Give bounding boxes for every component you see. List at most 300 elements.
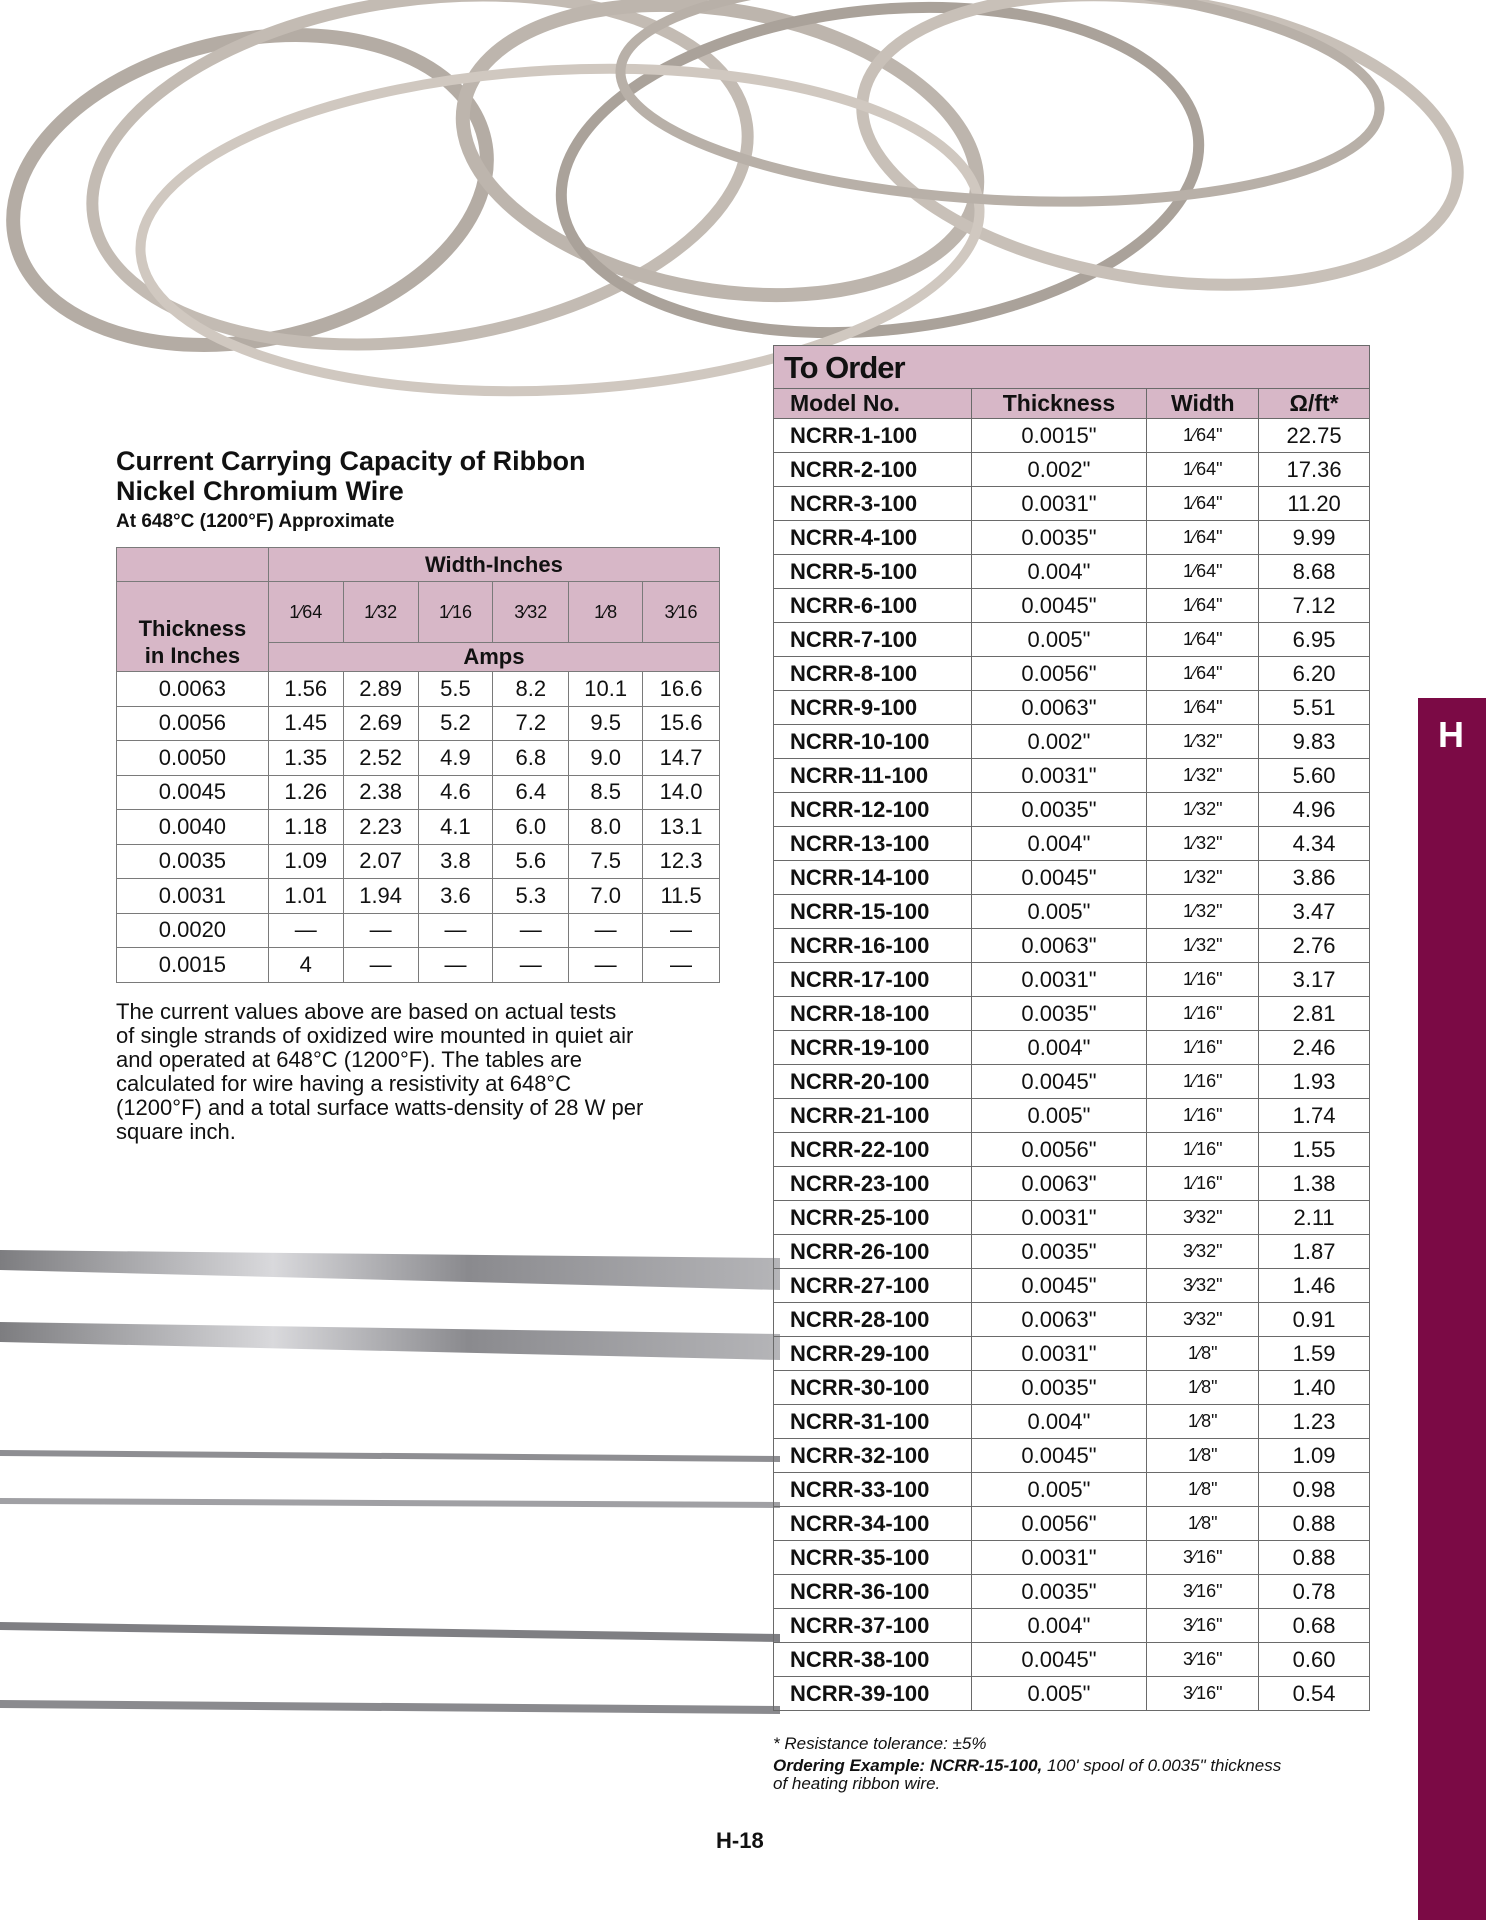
- amps-cell: —: [418, 913, 493, 948]
- width-cell: 1⁄64": [1147, 453, 1259, 487]
- amps-cell: 6.4: [493, 775, 569, 810]
- section-side-tab: [1418, 698, 1486, 1920]
- amps-cell: 2.69: [343, 706, 418, 741]
- amps-cell: 1.01: [268, 879, 343, 914]
- ohms-per-ft-cell: 17.36: [1259, 453, 1370, 487]
- width-cell: 1⁄64": [1147, 657, 1259, 691]
- width-cell: 1⁄8": [1147, 1371, 1259, 1405]
- capacity-row: [117, 672, 720, 707]
- width-cell: 1⁄32": [1147, 725, 1259, 759]
- capacity-row: [117, 879, 720, 914]
- amps-cell: 5.6: [493, 844, 569, 879]
- capacity-row: [117, 844, 720, 879]
- ohms-per-ft-cell: 5.51: [1259, 691, 1370, 725]
- thickness-cell: 0.0031": [971, 1201, 1147, 1235]
- model-no-cell: NCRR-2-100: [774, 453, 972, 487]
- model-no-cell: NCRR-33-100: [774, 1473, 972, 1507]
- model-no-cell: NCRR-16-100: [774, 929, 972, 963]
- model-no-cell: NCRR-36-100: [774, 1575, 972, 1609]
- model-no-cell: NCRR-28-100: [774, 1303, 972, 1337]
- note-line: and operated at 648°C (1200°F). The tables are: [116, 1047, 583, 1072]
- order-table-body: [774, 419, 1370, 1711]
- width-cell: 1⁄32": [1147, 895, 1259, 929]
- note-line: square inch.: [116, 1119, 236, 1144]
- amps-cell: 4.9: [418, 741, 493, 776]
- model-no-cell: NCRR-9-100: [774, 691, 972, 725]
- order-row: [774, 1439, 1370, 1473]
- amps-cell: —: [643, 913, 720, 948]
- thickness-cell: 0.0031: [117, 879, 269, 914]
- thickness-cell: 0.0040: [117, 810, 269, 845]
- width-cell: 1⁄64": [1147, 555, 1259, 589]
- order-row: [774, 1269, 1370, 1303]
- ohms-per-ft-cell: 3.17: [1259, 963, 1370, 997]
- width-cell: 3⁄32": [1147, 1303, 1259, 1337]
- width-cell: 1⁄8": [1147, 1473, 1259, 1507]
- thickness-cell: 0.0050: [117, 741, 269, 776]
- order-row: [774, 1133, 1370, 1167]
- width-cell: 1⁄16": [1147, 1099, 1259, 1133]
- thickness-cell: 0.002": [971, 725, 1147, 759]
- to-order-section: [773, 345, 1370, 1711]
- amps-header: Amps: [268, 643, 719, 672]
- thickness-cell: 0.0015: [117, 948, 269, 983]
- thickness-cell: 0.005": [971, 1099, 1147, 1133]
- order-row: [774, 1541, 1370, 1575]
- ohms-per-ft-cell: 4.96: [1259, 793, 1370, 827]
- order-row: [774, 861, 1370, 895]
- model-no-cell: NCRR-14-100: [774, 861, 972, 895]
- page-number: H-18: [716, 1828, 764, 1853]
- model-no-cell: NCRR-3-100: [774, 487, 972, 521]
- amps-cell: 4.6: [418, 775, 493, 810]
- amps-cell: 7.5: [569, 844, 643, 879]
- model-no-cell: NCRR-19-100: [774, 1031, 972, 1065]
- amps-cell: 2.23: [343, 810, 418, 845]
- ohms-per-ft-cell: 1.93: [1259, 1065, 1370, 1099]
- order-row: [774, 895, 1370, 929]
- width-col-header: 1⁄16: [418, 582, 493, 643]
- width-col-header: 3⁄32: [493, 582, 569, 643]
- model-no-cell: NCRR-23-100: [774, 1167, 972, 1201]
- thickness-cell: 0.0045": [971, 1439, 1147, 1473]
- amps-cell: 13.1: [643, 810, 720, 845]
- width-cell: 1⁄8": [1147, 1337, 1259, 1371]
- model-no-cell: NCRR-38-100: [774, 1643, 972, 1677]
- ohms-per-ft-cell: 6.20: [1259, 657, 1370, 691]
- order-footnotes: [773, 1735, 1393, 1793]
- width-cell: 1⁄16": [1147, 963, 1259, 997]
- ribbon-strips-photo: [0, 1230, 780, 1750]
- model-no-cell: NCRR-29-100: [774, 1337, 972, 1371]
- order-row: [774, 793, 1370, 827]
- capacity-title-line2: Nickel Chromium Wire: [116, 476, 404, 506]
- order-row: [774, 1643, 1370, 1677]
- width-cell: 3⁄16": [1147, 1609, 1259, 1643]
- width-cell: 1⁄64": [1147, 487, 1259, 521]
- order-row: [774, 1405, 1370, 1439]
- ohms-per-ft-cell: 0.60: [1259, 1643, 1370, 1677]
- ohms-per-ft-cell: 0.54: [1259, 1677, 1370, 1711]
- amps-cell: —: [643, 948, 720, 983]
- amps-cell: 5.5: [418, 672, 493, 707]
- ohms-per-ft-cell: 2.76: [1259, 929, 1370, 963]
- model-no-cell: NCRR-13-100: [774, 827, 972, 861]
- amps-cell: 8.0: [569, 810, 643, 845]
- amps-cell: 16.6: [643, 672, 720, 707]
- model-no-cell: NCRR-30-100: [774, 1371, 972, 1405]
- amps-cell: 12.3: [643, 844, 720, 879]
- thickness-cell: 0.0035": [971, 793, 1147, 827]
- thickness-cell: 0.0063: [117, 672, 269, 707]
- thickness-cell: 0.0031": [971, 1541, 1147, 1575]
- thickness-cell: 0.0031": [971, 1337, 1147, 1371]
- amps-cell: 8.5: [569, 775, 643, 810]
- capacity-subtitle: At 648°C (1200°F) Approximate: [116, 511, 395, 532]
- capacity-row: [117, 741, 720, 776]
- width-cell: 1⁄8": [1147, 1405, 1259, 1439]
- ohms-per-ft-cell: 7.12: [1259, 589, 1370, 623]
- thickness-cell: 0.0035": [971, 1235, 1147, 1269]
- amps-cell: 4: [268, 948, 343, 983]
- ohms-per-ft-cell: 0.91: [1259, 1303, 1370, 1337]
- width-cell: 1⁄64": [1147, 589, 1259, 623]
- ohms-per-ft-cell: 1.59: [1259, 1337, 1370, 1371]
- order-row: [774, 1235, 1370, 1269]
- thickness-cell: 0.0035": [971, 997, 1147, 1031]
- amps-cell: —: [493, 948, 569, 983]
- width-cell: 1⁄32": [1147, 793, 1259, 827]
- ohms-per-ft-cell: 5.60: [1259, 759, 1370, 793]
- width-cell: 3⁄16": [1147, 1677, 1259, 1711]
- ohms-per-ft-header: Ω/ft*: [1259, 389, 1370, 419]
- capacity-title: [116, 446, 716, 506]
- amps-cell: 8.2: [493, 672, 569, 707]
- thickness-cell: 0.0035": [971, 1575, 1147, 1609]
- order-row: [774, 1201, 1370, 1235]
- thickness-cell: 0.0063": [971, 1167, 1147, 1201]
- amps-cell: —: [343, 948, 418, 983]
- thickness-cell: 0.004": [971, 1609, 1147, 1643]
- width-cell: 3⁄16": [1147, 1575, 1259, 1609]
- width-col-header: 1⁄8: [569, 582, 643, 643]
- ohms-per-ft-cell: 3.47: [1259, 895, 1370, 929]
- capacity-row: [117, 706, 720, 741]
- width-cell: 1⁄32": [1147, 929, 1259, 963]
- model-no-cell: NCRR-27-100: [774, 1269, 972, 1303]
- thickness-cell: 0.0031": [971, 963, 1147, 997]
- order-row: [774, 1099, 1370, 1133]
- ohms-per-ft-cell: 0.78: [1259, 1575, 1370, 1609]
- thickness-header: [117, 582, 269, 672]
- width-cell: 1⁄32": [1147, 861, 1259, 895]
- amps-cell: —: [569, 913, 643, 948]
- to-order-title: To Order: [773, 345, 1370, 388]
- amps-cell: 1.35: [268, 741, 343, 776]
- order-row: [774, 759, 1370, 793]
- thickness-cell: 0.005": [971, 1473, 1147, 1507]
- thickness-cell: 0.0056": [971, 657, 1147, 691]
- ohms-per-ft-cell: 2.46: [1259, 1031, 1370, 1065]
- width-cell: 1⁄8": [1147, 1507, 1259, 1541]
- ohms-per-ft-cell: 1.87: [1259, 1235, 1370, 1269]
- capacity-note: [116, 1000, 716, 1144]
- amps-cell: 11.5: [643, 879, 720, 914]
- ohms-per-ft-cell: 8.68: [1259, 555, 1370, 589]
- thickness-cell: 0.0035: [117, 844, 269, 879]
- amps-cell: 7.0: [569, 879, 643, 914]
- capacity-row: [117, 948, 720, 983]
- capacity-title-line1: Current Carrying Capacity of Ribbon: [116, 446, 586, 476]
- thickness-header-line1: Thickness: [138, 615, 247, 641]
- order-row: [774, 487, 1370, 521]
- order-row: [774, 521, 1370, 555]
- thickness-cell: 0.005": [971, 1677, 1147, 1711]
- model-no-cell: NCRR-7-100: [774, 623, 972, 657]
- capacity-row: [117, 913, 720, 948]
- amps-cell: 1.94: [343, 879, 418, 914]
- width-col-header: 3⁄16: [643, 582, 720, 643]
- width-cell: 1⁄16": [1147, 1031, 1259, 1065]
- amps-cell: 4.1: [418, 810, 493, 845]
- width-cell: 1⁄64": [1147, 623, 1259, 657]
- model-no-cell: NCRR-22-100: [774, 1133, 972, 1167]
- width-cell: 3⁄32": [1147, 1269, 1259, 1303]
- amps-cell: 7.2: [493, 706, 569, 741]
- order-row: [774, 1167, 1370, 1201]
- thickness-cell: 0.0063": [971, 1303, 1147, 1337]
- ohms-per-ft-cell: 1.40: [1259, 1371, 1370, 1405]
- width-col-header: Width: [1147, 389, 1259, 419]
- thickness-cell: 0.0056": [971, 1507, 1147, 1541]
- amps-cell: 5.2: [418, 706, 493, 741]
- model-no-cell: NCRR-26-100: [774, 1235, 972, 1269]
- capacity-row: [117, 775, 720, 810]
- ohms-per-ft-cell: 6.95: [1259, 623, 1370, 657]
- width-cell: 1⁄16": [1147, 1167, 1259, 1201]
- order-row: [774, 1575, 1370, 1609]
- ohms-per-ft-cell: 3.86: [1259, 861, 1370, 895]
- note-line: (1200°F) and a total surface watts-density of 28 W per: [116, 1095, 644, 1120]
- amps-cell: 3.8: [418, 844, 493, 879]
- width-cell: 1⁄64": [1147, 419, 1259, 453]
- thickness-cell: 0.0045": [971, 1269, 1147, 1303]
- amps-cell: 5.3: [493, 879, 569, 914]
- thickness-col-header: Thickness: [971, 389, 1147, 419]
- width-cell: 1⁄64": [1147, 521, 1259, 555]
- note-line: The current values above are based on actual tests: [116, 999, 617, 1024]
- order-row: [774, 725, 1370, 759]
- model-no-cell: NCRR-12-100: [774, 793, 972, 827]
- ohms-per-ft-cell: 2.81: [1259, 997, 1370, 1031]
- amps-cell: —: [268, 913, 343, 948]
- thickness-cell: 0.0035": [971, 521, 1147, 555]
- order-row: [774, 1609, 1370, 1643]
- model-no-cell: NCRR-21-100: [774, 1099, 972, 1133]
- note-line: of single strands of oxidized wire mounted in quiet air: [116, 1023, 634, 1048]
- ohms-per-ft-cell: 1.09: [1259, 1439, 1370, 1473]
- width-cell: 1⁄16": [1147, 1065, 1259, 1099]
- width-cell: 1⁄64": [1147, 691, 1259, 725]
- model-no-cell: NCRR-32-100: [774, 1439, 972, 1473]
- order-row: [774, 1303, 1370, 1337]
- amps-cell: 1.56: [268, 672, 343, 707]
- blank-header: [117, 548, 269, 582]
- ordering-example-text: 100' spool of 0.0035" thickness: [1042, 1756, 1282, 1775]
- model-no-cell: NCRR-5-100: [774, 555, 972, 589]
- width-cell: 1⁄16": [1147, 1133, 1259, 1167]
- amps-cell: 2.07: [343, 844, 418, 879]
- model-no-header: Model No.: [774, 389, 972, 419]
- order-row: [774, 1371, 1370, 1405]
- thickness-cell: 0.004": [971, 1405, 1147, 1439]
- amps-cell: 3.6: [418, 879, 493, 914]
- order-row: [774, 589, 1370, 623]
- ohms-per-ft-cell: 0.88: [1259, 1507, 1370, 1541]
- thickness-cell: 0.004": [971, 1031, 1147, 1065]
- model-no-cell: NCRR-15-100: [774, 895, 972, 929]
- amps-cell: 1.45: [268, 706, 343, 741]
- thickness-cell: 0.0031": [971, 487, 1147, 521]
- thickness-cell: 0.005": [971, 895, 1147, 929]
- model-no-cell: NCRR-25-100: [774, 1201, 972, 1235]
- amps-cell: 15.6: [643, 706, 720, 741]
- order-row: [774, 623, 1370, 657]
- width-cell: 1⁄8": [1147, 1439, 1259, 1473]
- thickness-cell: 0.0020: [117, 913, 269, 948]
- order-row: [774, 1337, 1370, 1371]
- amps-cell: 14.7: [643, 741, 720, 776]
- amps-cell: 9.5: [569, 706, 643, 741]
- width-cell: 3⁄16": [1147, 1643, 1259, 1677]
- ordering-example-text2: of heating ribbon wire.: [773, 1774, 941, 1793]
- order-row: [774, 657, 1370, 691]
- ohms-per-ft-cell: 1.74: [1259, 1099, 1370, 1133]
- order-row: [774, 963, 1370, 997]
- thickness-cell: 0.0031": [971, 759, 1147, 793]
- ohms-per-ft-cell: 11.20: [1259, 487, 1370, 521]
- model-no-cell: NCRR-4-100: [774, 521, 972, 555]
- width-cell: 3⁄32": [1147, 1201, 1259, 1235]
- ohms-per-ft-cell: 0.98: [1259, 1473, 1370, 1507]
- order-row: [774, 419, 1370, 453]
- ohms-per-ft-cell: 1.55: [1259, 1133, 1370, 1167]
- capacity-table: [116, 547, 720, 983]
- ohms-per-ft-cell: 1.23: [1259, 1405, 1370, 1439]
- capacity-row: [117, 810, 720, 845]
- model-no-cell: NCRR-6-100: [774, 589, 972, 623]
- model-no-cell: NCRR-31-100: [774, 1405, 972, 1439]
- model-no-cell: NCRR-35-100: [774, 1541, 972, 1575]
- thickness-cell: 0.005": [971, 623, 1147, 657]
- ohms-per-ft-cell: 9.83: [1259, 725, 1370, 759]
- order-row: [774, 453, 1370, 487]
- model-no-cell: NCRR-20-100: [774, 1065, 972, 1099]
- order-row: [774, 1065, 1370, 1099]
- model-no-cell: NCRR-18-100: [774, 997, 972, 1031]
- order-row: [774, 1473, 1370, 1507]
- section-tab-letter: H: [1438, 714, 1464, 755]
- thickness-cell: 0.0045": [971, 1065, 1147, 1099]
- thickness-cell: 0.002": [971, 453, 1147, 487]
- ohms-per-ft-cell: 2.11: [1259, 1201, 1370, 1235]
- amps-cell: 2.52: [343, 741, 418, 776]
- amps-cell: 10.1: [569, 672, 643, 707]
- order-row: [774, 1677, 1370, 1711]
- ohms-per-ft-cell: 9.99: [1259, 521, 1370, 555]
- ohms-per-ft-cell: 1.46: [1259, 1269, 1370, 1303]
- thickness-cell: 0.0015": [971, 419, 1147, 453]
- amps-cell: 1.09: [268, 844, 343, 879]
- thickness-cell: 0.004": [971, 827, 1147, 861]
- order-table: [773, 388, 1370, 1711]
- order-row: [774, 997, 1370, 1031]
- width-cell: 3⁄32": [1147, 1235, 1259, 1269]
- thickness-cell: 0.004": [971, 555, 1147, 589]
- thickness-cell: 0.0063": [971, 691, 1147, 725]
- ohms-per-ft-cell: 4.34: [1259, 827, 1370, 861]
- ohms-per-ft-cell: 0.68: [1259, 1609, 1370, 1643]
- amps-cell: 9.0: [569, 741, 643, 776]
- order-row: [774, 555, 1370, 589]
- amps-cell: —: [493, 913, 569, 948]
- capacity-table-body: [117, 672, 720, 983]
- amps-cell: 14.0: [643, 775, 720, 810]
- model-no-cell: NCRR-11-100: [774, 759, 972, 793]
- model-no-cell: NCRR-37-100: [774, 1609, 972, 1643]
- thickness-cell: 0.0045": [971, 861, 1147, 895]
- width-cell: 1⁄32": [1147, 827, 1259, 861]
- width-col-header: 1⁄64: [268, 582, 343, 643]
- amps-cell: 1.18: [268, 810, 343, 845]
- ohms-per-ft-cell: 0.88: [1259, 1541, 1370, 1575]
- width-col-header: 1⁄32: [343, 582, 418, 643]
- amps-cell: —: [418, 948, 493, 983]
- model-no-cell: NCRR-34-100: [774, 1507, 972, 1541]
- thickness-cell: 0.0056: [117, 706, 269, 741]
- ohms-per-ft-cell: 22.75: [1259, 419, 1370, 453]
- width-inches-header: Width-Inches: [268, 548, 719, 582]
- amps-cell: 6.0: [493, 810, 569, 845]
- amps-cell: 6.8: [493, 741, 569, 776]
- resistance-footnote: * Resistance tolerance: ±5%: [773, 1734, 987, 1753]
- width-cell: 1⁄32": [1147, 759, 1259, 793]
- model-no-cell: NCRR-39-100: [774, 1677, 972, 1711]
- amps-cell: 2.38: [343, 775, 418, 810]
- thickness-cell: 0.0035": [971, 1371, 1147, 1405]
- model-no-cell: NCRR-1-100: [774, 419, 972, 453]
- ordering-example: [773, 1757, 1393, 1775]
- thickness-cell: 0.0045": [971, 1643, 1147, 1677]
- order-row: [774, 827, 1370, 861]
- thickness-cell: 0.0063": [971, 929, 1147, 963]
- width-cell: 1⁄16": [1147, 997, 1259, 1031]
- order-row: [774, 691, 1370, 725]
- amps-cell: —: [569, 948, 643, 983]
- thickness-cell: 0.0056": [971, 1133, 1147, 1167]
- amps-cell: 2.89: [343, 672, 418, 707]
- width-cell: 3⁄16": [1147, 1541, 1259, 1575]
- order-row: [774, 929, 1370, 963]
- note-line: calculated for wire having a resistivity at 648°C: [116, 1071, 572, 1096]
- order-row: [774, 1507, 1370, 1541]
- thickness-cell: 0.0045: [117, 775, 269, 810]
- ordering-example-label: Ordering Example: NCRR-15-100,: [773, 1756, 1043, 1775]
- ohms-per-ft-cell: 1.38: [1259, 1167, 1370, 1201]
- thickness-header-line2: in Inches: [144, 642, 241, 668]
- order-row: [774, 1031, 1370, 1065]
- amps-cell: 1.26: [268, 775, 343, 810]
